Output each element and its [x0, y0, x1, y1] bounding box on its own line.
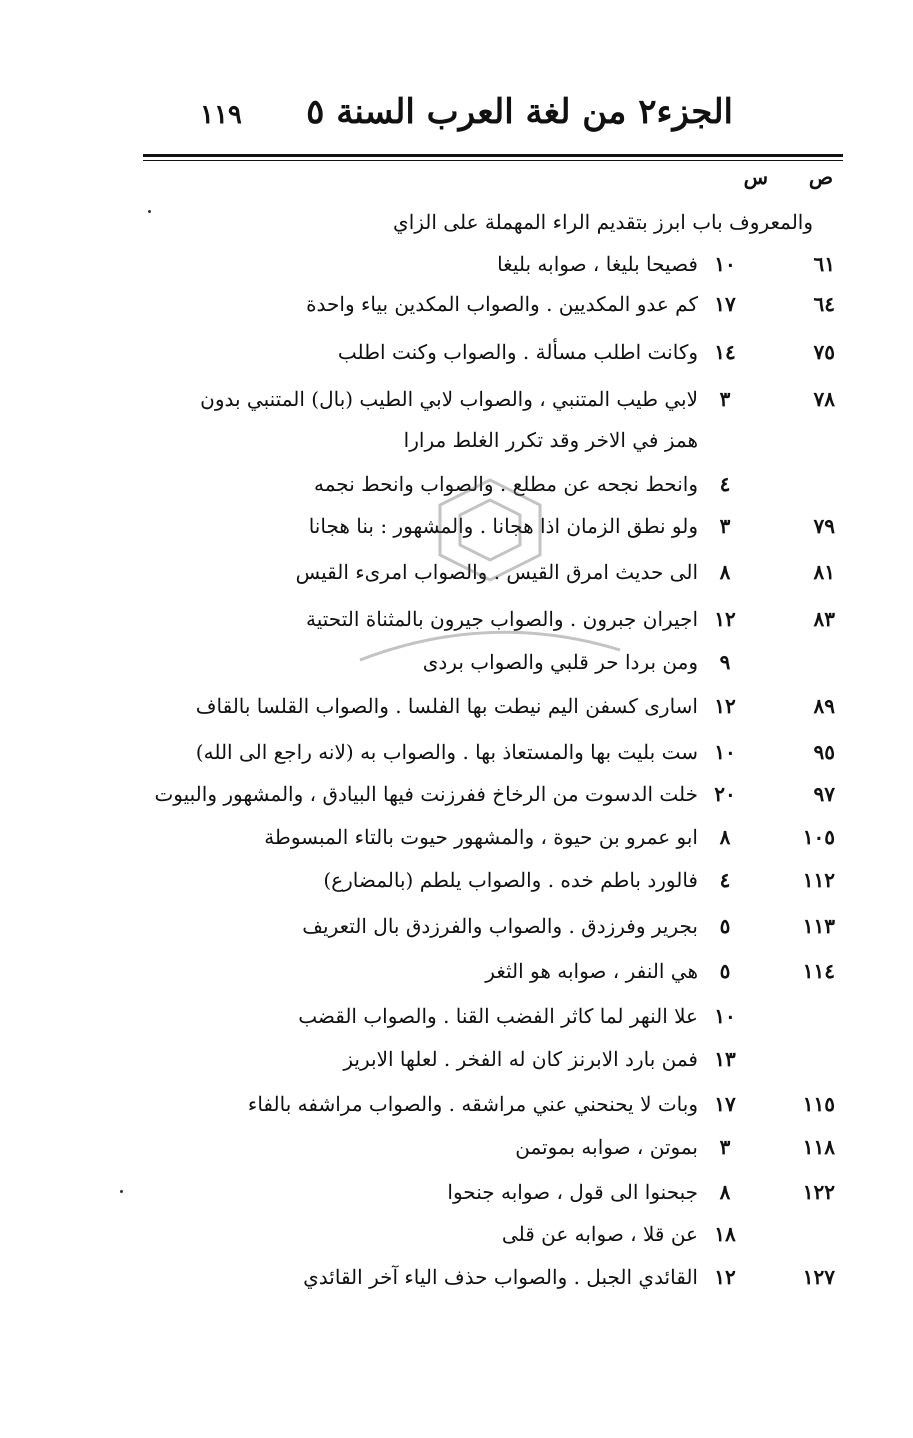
row-correction-text: اسارى كسفن اليم نيطت بها الفلسا . والصواب القلسا بالقاف [195, 694, 698, 718]
row-line-number: ٥ [719, 914, 731, 938]
row-line-number: ١٧ [714, 1092, 736, 1116]
row-page-number: ٨٩ [813, 694, 835, 718]
errata-row [0, 250, 913, 294]
row-line-number: ١٢ [714, 694, 736, 718]
row-page-number: ١١٣ [802, 914, 835, 938]
row-correction-text: هي النفر ، صوابه هو الثغر [485, 959, 698, 983]
row-line-number: ٨ [719, 825, 731, 849]
speck-mark [148, 210, 151, 213]
row-correction-text: الى حديث امرق القيس . والصواب امرىء القيس [295, 560, 698, 584]
row-line-number: ٨ [719, 560, 731, 584]
row-correction-text: فصيحا بليغا ، صوابه بليغا [497, 252, 698, 276]
row-page-number: ١٢٢ [802, 1180, 835, 1204]
row-page-number: ١١٥ [802, 1092, 835, 1116]
errata-row [0, 1090, 913, 1134]
row-line-number: ١٤ [714, 340, 736, 364]
row-line-number: ٣ [719, 387, 731, 411]
errata-row [0, 912, 913, 956]
row-correction-text: فمن بارد الابرنز كان له الفخر . لعلها الابريز [343, 1047, 698, 1071]
errata-row [0, 1178, 913, 1222]
row-correction-text: علا النهر لما كاثر الفضب القنا . والصواب القضب [298, 1004, 698, 1028]
errata-row [0, 290, 913, 334]
row-correction-text: فالورد باطم خده . والصواب يلطم (بالمضارع) [323, 868, 698, 892]
errata-row [0, 866, 913, 910]
row-line-number: ٤ [719, 472, 731, 496]
row-line-number: ١٣ [714, 1047, 736, 1071]
intro-note: والمعروف باب ابرز بتقديم الراء المهملة على الزاي [393, 210, 813, 234]
row-page-number: ٧٨ [813, 387, 835, 411]
row-correction-text: ولو نطق الزمان اذا هجانا . والمشهور : بنا هجانا [308, 514, 698, 538]
row-line-number: ٨ [719, 1180, 731, 1204]
row-line-number: ١٢ [714, 1265, 736, 1289]
row-line-number: ١٧ [714, 292, 736, 316]
library-stamp-watermark [340, 460, 640, 700]
row-correction-text: وانحط نجحه عن مطلع . والصواب وانحط نجمه [314, 472, 698, 496]
row-correction-text: خلت الدسوت من الرخاخ ففرزنت فيها البيادق ، والمشهور والبيوت [154, 782, 698, 806]
row-correction-text: وبات لا يحنحني عني مراشقه . والصواب مراشفه بالفاء [247, 1092, 698, 1116]
row-page-number: ٩٧ [813, 782, 835, 806]
row-correction-text: كم عدو المكديين . والصواب المكدين بياء واحدة [306, 292, 698, 316]
errata-row [0, 1045, 913, 1089]
errata-row [0, 385, 913, 429]
row-line-number: ٣ [719, 514, 731, 538]
row-line-number: ١٠ [714, 1004, 736, 1028]
row-line-number: ١٨ [714, 1222, 736, 1246]
row-correction-text: اجيران جبرون . والصواب جيرون بالمثناة التحتية [305, 607, 698, 631]
row-line-number: ١٠ [714, 740, 736, 764]
row-correction-text: جبحنوا الى قول ، صوابه جنحوا [447, 1180, 698, 1204]
row-page-number: ١١٨ [802, 1135, 835, 1159]
header-rule [143, 154, 843, 157]
row-correction-text: ومن بردا حر قلبي والصواب بردى [422, 650, 698, 674]
errata-row [0, 957, 913, 1001]
speck-mark [120, 1190, 123, 1193]
errata-row [0, 338, 913, 382]
errata-row [0, 823, 913, 867]
row-page-number: ٦١ [813, 252, 835, 276]
header-rule-thin [143, 160, 843, 161]
row-correction-text: ابو عمرو بن حيوة ، والمشهور حيوت بالتاء المبسوطة [264, 825, 698, 849]
row-page-number: ٦٤ [813, 292, 835, 316]
row-page-number: ١٠٥ [802, 825, 835, 849]
row-line-number: ٣ [719, 1135, 731, 1159]
column-header-line: س [743, 165, 768, 189]
row-correction-text: ست بليت بها والمستعاذ بها . والصواب به (لانه راجع الى الله) [195, 740, 698, 764]
column-header-page: ص [808, 165, 833, 189]
errata-row [0, 1220, 913, 1264]
errata-row [0, 738, 913, 782]
row-line-number: ١٠ [714, 252, 736, 276]
errata-row [0, 1133, 913, 1177]
row-page-number: ١١٤ [802, 959, 835, 983]
row-page-number: ١٢٧ [802, 1265, 835, 1289]
row-page-number: ٩٥ [813, 740, 835, 764]
continuation-line: همز في الاخر وقد تكرر الغلط مرارا [403, 428, 698, 452]
row-line-number: ٥ [719, 959, 731, 983]
page-number: ١١٩ [200, 100, 242, 130]
errata-row [0, 1263, 913, 1307]
row-page-number: ٨٣ [813, 607, 835, 631]
row-line-number: ١٢ [714, 607, 736, 631]
row-correction-text: عن قلا ، صوابه عن قلى [501, 1222, 698, 1246]
row-page-number: ٧٩ [813, 514, 835, 538]
row-page-number: ٨١ [813, 560, 835, 584]
running-header-title: الجزء٢ من لغة العرب السنة ٥ [306, 92, 733, 132]
row-correction-text: لابي طيب المتنبي ، والصواب لابي الطيب (بال) المتنبي بدون [200, 387, 698, 411]
row-line-number: ٩ [719, 650, 731, 674]
row-line-number: ٢٠ [714, 782, 736, 806]
row-line-number: ٤ [719, 868, 731, 892]
row-page-number: ١١٢ [802, 868, 835, 892]
row-correction-text: القائدي الجبل . والصواب حذف الياء آخر القائدي [303, 1265, 698, 1289]
errata-row [0, 780, 913, 824]
row-correction-text: بجرير وفرزدق . والصواب والفرزدق بال التعريف [302, 914, 698, 938]
row-page-number: ٧٥ [813, 340, 835, 364]
row-correction-text: وكانت اطلب مسألة . والصواب وكنت اطلب [337, 340, 698, 364]
row-correction-text: بموتن ، صوابه بموتمن [515, 1135, 698, 1159]
errata-row [0, 1002, 913, 1046]
